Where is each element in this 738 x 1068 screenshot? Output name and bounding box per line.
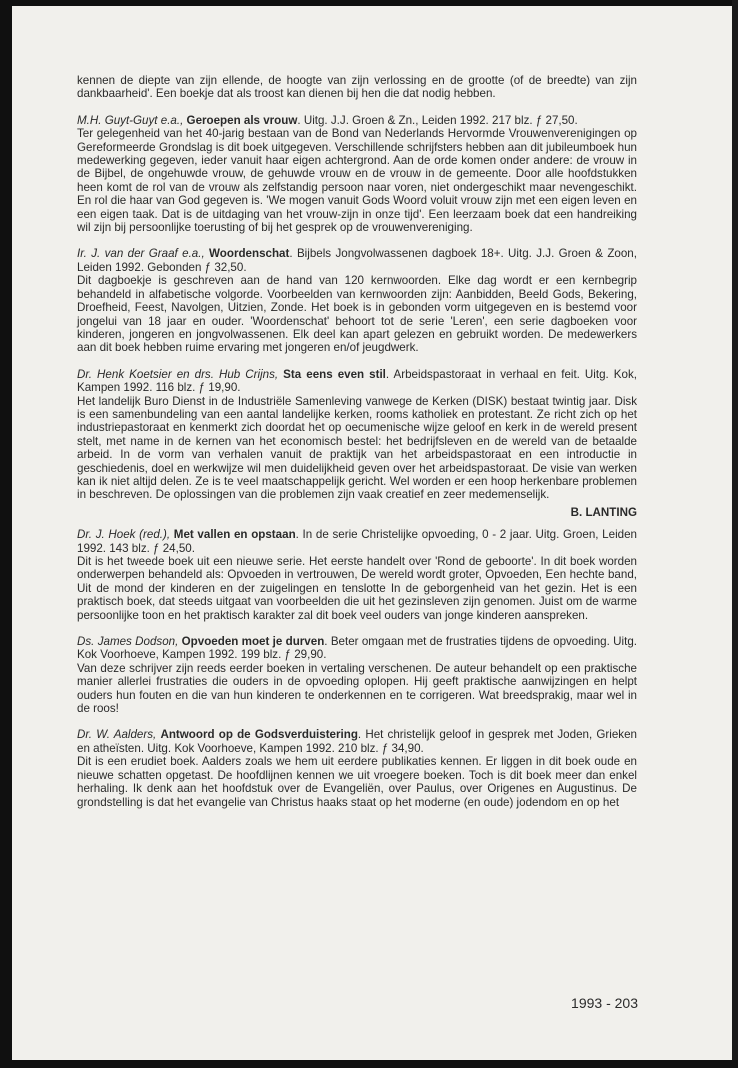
entry-author: Ir. J. van der Graaf e.a., [77, 247, 205, 261]
article-body [77, 74, 637, 822]
intro-paragraph: kennen de diepte van zijn ellende, de hoogte van zijn verlossing en de grootte (of de breedte) van zijn dankbaarheid'. Een boekje dat als troost kan dienen bij hen die dat nodig hebben. [77, 74, 637, 101]
entry-title: Sta eens even stil [283, 367, 386, 381]
entry-meta: . Uitg. J.J. Groen & Zn., Leiden 1992. 217 blz. ƒ 27,50. [297, 113, 578, 127]
entry-body: Dit dagboekje is geschreven aan de hand van 120 kernwoorden. Elke dag wordt er een kernbegrip behandeld in alfabetische volgorde. Voorbeelden van kernwoorden zijn: Aanbidden, Beeld Gods, Bekering, Droefheid, Feest, Navolgen, Uitzien, Zonde. Het boek is in gebonden vorm uitgegeven en is bestemd voor jongelui van 18 jaar en ouder. 'Woordenschat' behoort tot de serie 'Leren', een serie dagboeken voor kinderen, jongeren en jongvolwassenen. Elk deel kan apart gelezen en gebruikt worden. De medewerkers aan dit boek hebben ruime ervaring met jongeren en/of jeugdwerk. [77, 274, 637, 355]
entry-title: Woordenschat [209, 247, 290, 261]
entry-heading [77, 635, 637, 662]
scan-edge-left [0, 0, 12, 1068]
entry-author: Dr. J. Hoek (red.), [77, 528, 171, 542]
entry-author: Ds. James Dodson, [77, 635, 179, 649]
entry-title: Geroepen als vrouw [186, 113, 298, 127]
entry-body: Van deze schrijver zijn reeds eerder boeken in vertaling verschenen. De auteur behandelt op een praktische manier allerlei frustraties die ouders in de opvoeding oplopen. Hij geeft praktische aanwijzingen en helpt ouders hun fouten en die van hun kinderen te onderkennen en te corrigeren. Wat breedsprakig, maar wel in de roos! [77, 661, 637, 716]
entry-heading [77, 528, 637, 555]
review-entry-2 [77, 247, 637, 354]
review-entry-1 [77, 114, 637, 235]
entry-title: Opvoeden moet je durven [181, 635, 325, 649]
entry-body: Ter gelegenheid van het 40-jarig bestaan van de Bond van Nederlands Hervormde Vrouwenverenigingen op Gereformeerde Grondslag is dit boek uitgegeven. Verschillende schrijfsters hebben aan dit jubileumboek hun medewerking gegeven, ieder vanuit haar eigen achtergrond. Aan de orde komen onder andere: de vrouw in de Bijbel, de ongehuwde vrouw, de gehuwde vrouw en de vrouw in de gemeente. Door alle hoofdstukken heen komt de rol van de vrouw als zelfstandig persoon naar voren, niet ondergeschikt maar nevengeschikt. En rol die haar van God gegeven is. 'We mogen vanuit Gods Woord voluit vrouw zijn met een eigen leven en een eigen taak. Dat is de uitdaging van het vrouw-zijn in onze tijd'. Een leerzaam boek dat een handreiking wil zijn bij persoonlijke toerusting of bij het gesprek op de vrouwenvereniging. [77, 127, 637, 235]
entry-author: Dr. Henk Koetsier en drs. Hub Crijns, [77, 367, 279, 381]
entry-body: Dit is een erudiet boek. Aalders zoals we hem uit eerdere publikaties kennen. Er liggen in dit boek oude en nieuwe schatten opgetast. De hoofdlijnen kennen we uit vroegere boeken. Toch is dit boek meer dan enkel herhaling. Ik denk aan het hoofdstuk over de Evangeliën, over Paulus, over Origenes en Augustinus. De grondstelling is dat het evangelie van Christus haaks staat op het moderne (en oude) jodendom en op het [77, 755, 637, 809]
entry-author: M.H. Guyt-Guyt e.a., [77, 113, 184, 127]
page-number: 1993 - 203 [571, 995, 638, 1011]
scan-edge-right [732, 0, 738, 1068]
entry-meta: . In de serie Christelijke opvoeding, 0 - 2 jaar. Uitg. Groen, Leiden 1992. 143 blz. ƒ 24,50. [77, 528, 637, 555]
entry-meta: . Arbeidspastoraat in verhaal en feit. Uitg. Kok, Kampen 1992. 116 blz. ƒ 19,90. [77, 367, 637, 395]
review-entry-5 [77, 635, 637, 715]
entry-body: Het landelijk Buro Dienst in de Industriële Samenleving vanwege de Kerken (DISK) bestaat twintig jaar. Disk is een samenbundeling van een aantal landelijke kerken, rooms katholiek en protestant. Ze richt zich op het industriepastoraat en kenmerkt zich doordat het op oecumenische wijze geloof en kerk in de wereld present stelt, met name in de kernen van het economisch bestel: het bedrijfsleven en de wereld van de betaalde arbeid. In de vorm van verhalen vanuit de praktijk van het arbeidspastoraat en een introductie in geschiedenis, doel en werkwijze wil men duidelijkheid geven over het arbeidspastoraat. De visie van werken kan ik niet altijd delen. Ze is te veel maatschappelijk gericht. Wel worden er een hoop herkenbare problemen in beschreven. De oplossingen van die problemen zijn vaak creatief en zeer medemenselijk. [77, 394, 637, 502]
entry-heading [77, 114, 637, 127]
entry-meta: . Bijbels Jongvolwassenen dagboek 18+. Uitg. J.J. Groen & Zoon, Leiden 1992. Gebonden ƒ 32,50. [77, 247, 637, 274]
review-entry-4 [77, 528, 637, 622]
entry-heading [77, 247, 637, 274]
entry-heading [77, 728, 637, 755]
entry-title: Antwoord op de Godsverduistering [160, 728, 358, 742]
entry-title: Met vallen en opstaan [173, 528, 296, 542]
entry-author: Dr. W. Aalders, [77, 728, 157, 742]
reviewer-signature: B. LANTING [570, 505, 637, 519]
entry-body: Dit is het tweede boek uit een nieuwe serie. Het eerste handelt over 'Rond de geboorte'. In dit boek worden onderwerpen behandeld als: Opvoeden in vertrouwen, De wereld wordt groter, Opvoeden, Een hechte band, Uit de mond der kinderen en der zuigelingen en tenslotte In de geborgenheid van het gezin. Het is een praktisch boek, dat steeds uitgaat van voorbeelden die uit het gezinsleven zijn genomen. Juist om de warme persoonlijke toon en het praktisch karakter zal dit boek veel ouders van jonge kinderen aanspreken. [77, 555, 637, 622]
scan-edge-bottom [0, 1060, 738, 1068]
entry-meta: . Beter omgaan met de frustraties tijdens de opvoeding. Uitg. Kok Voorhoeve, Kampen 1992. 199 blz. ƒ 29,90. [77, 635, 637, 662]
review-entry-3 [77, 368, 637, 502]
entry-meta: . Het christelijk geloof in gesprek met Joden, Grieken en atheïsten. Uitg. Kok Voorhoeve, Kampen 1992. 210 blz. ƒ 34,90. [77, 728, 637, 755]
review-entry-6 [77, 728, 637, 808]
entry-heading [77, 368, 637, 395]
